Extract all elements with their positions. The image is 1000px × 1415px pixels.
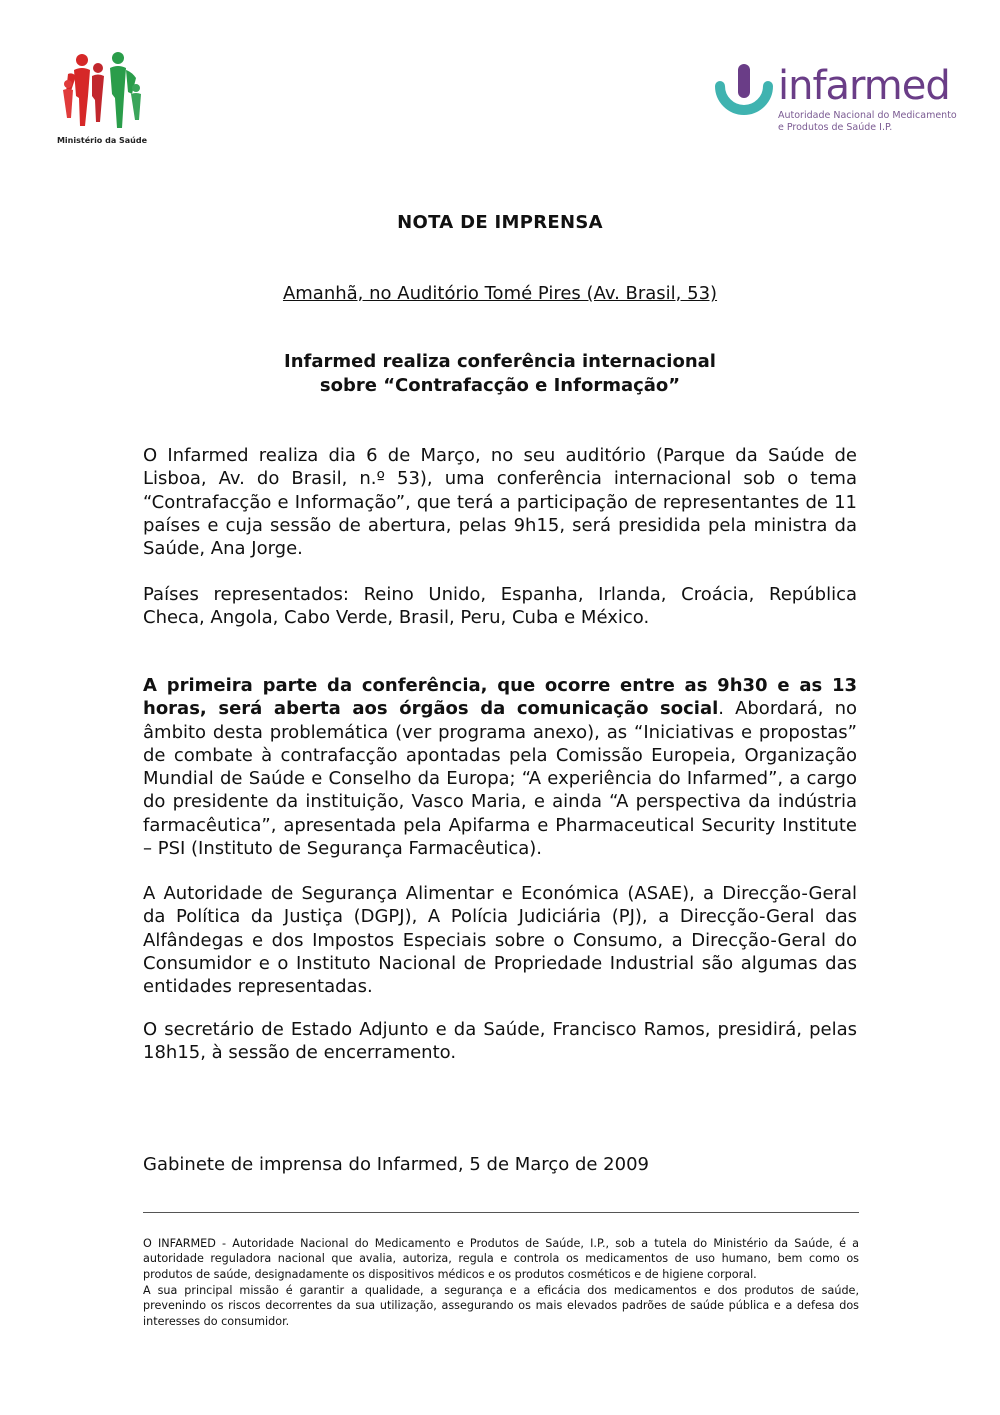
infarmed-subtitle-line-1: Autoridade Nacional do Medicamento xyxy=(778,110,957,121)
event-location: Amanhã, no Auditório Tomé Pires (Av. Brasil, 53) xyxy=(282,283,718,304)
infarmed-subtitle xyxy=(778,110,957,134)
paragraph-program-rest: . Abordará, no âmbito desta problemática (ver programa anexo), as “Iniciativas e propostas” de combate à contrafacção apontadas pela Comissão Europeia, Organização Mundial de Saúde e Conselho da Europa; “A experiência do Infarmed”, a cargo do presidente da instituição, Vasco Maria, e ainda “A perspectiva da indústria farmacêutica”, apresentada pela Apifarma e Pharmaceutical Security Institute – PSI (Instituto de Segurança Farmacêutica). xyxy=(143,698,857,860)
headline-line-1: Infarmed realiza conferência internacional xyxy=(284,351,716,372)
ministerio-figures-icon xyxy=(52,48,152,134)
footer-paragraph-2: A sua principal missão é garantir a qualidade, a segurança e a eficácia dos medicamentos e dos produtos de saúde, prevenindo os riscos decorrentes da sua utilização, assegurando os mais elevados padrões de saúde pública e a defesa dos interesses do consumidor. xyxy=(143,1284,859,1328)
headline xyxy=(0,350,1000,398)
infarmed-mark-icon xyxy=(714,62,774,122)
footer-divider xyxy=(143,1212,859,1213)
paragraph-intro: O Infarmed realiza dia 6 de Março, no seu auditório (Parque da Saúde de Lisboa, Av. do Brasil, n.º 53), uma conferência internacional sob o tema “Contrafacção e Informação”, que terá a participação de representantes de 11 países e cuja sessão de abertura, pelas 9h15, será presidida pela ministra da Saúde, Ana Jorge. xyxy=(143,445,857,560)
signature-line: Gabinete de imprensa do Infarmed, 5 de Março de 2009 xyxy=(143,1154,649,1175)
infarmed-wordmark: infarmed xyxy=(778,63,950,109)
footer-paragraph-1: O INFARMED - Autoridade Nacional do Medicamento e Produtos de Saúde, I.P., sob a tutela do Ministério da Saúde, é a autoridade reguladora nacional que avalia, autoriza, regula e controla os medicamentos de uso humano, bem como os produtos de saúde, designadamente os dispositivos médicos e os produtos cosméticos e de higiene corporal. xyxy=(143,1237,859,1281)
ministerio-da-saude-logo xyxy=(52,48,152,150)
infarmed-subtitle-line-2: e Produtos de Saúde I.P. xyxy=(778,122,893,133)
paragraph-program xyxy=(143,674,857,860)
headline-line-2: sobre “Contrafacção e Informação” xyxy=(319,375,681,396)
paragraph-closing: O secretário de Estado Adjunto e da Saúde, Francisco Ramos, presidirá, pelas 18h15, à sessão de encerramento. xyxy=(143,1019,857,1064)
paragraph-entities: A Autoridade de Segurança Alimentar e Económica (ASAE), a Direcção-Geral da Política da Justiça (DGPJ), A Polícia Judiciária (PJ), a Direcção-Geral das Alfândegas e dos Impostos Especiais sobre o Consumo, a Direcção-Geral do Consumidor e o Instituto Nacional de Propriedade Industrial são algumas das entidades representadas. xyxy=(143,883,857,998)
paragraph-program-bold: A primeira parte da conferência, que ocorre entre as 9h30 e as 13 horas, será aberta aos órgãos da comunicação social xyxy=(143,675,857,720)
infarmed-logo xyxy=(714,60,957,140)
document-title: NOTA DE IMPRENSA xyxy=(397,212,603,233)
ministerio-caption: Ministério da Saúde xyxy=(56,136,148,145)
paragraph-countries: Países representados: Reino Unido, Espanha, Irlanda, Croácia, República Checa, Angola, Cabo Verde, Brasil, Peru, Cuba e México. xyxy=(143,584,857,629)
